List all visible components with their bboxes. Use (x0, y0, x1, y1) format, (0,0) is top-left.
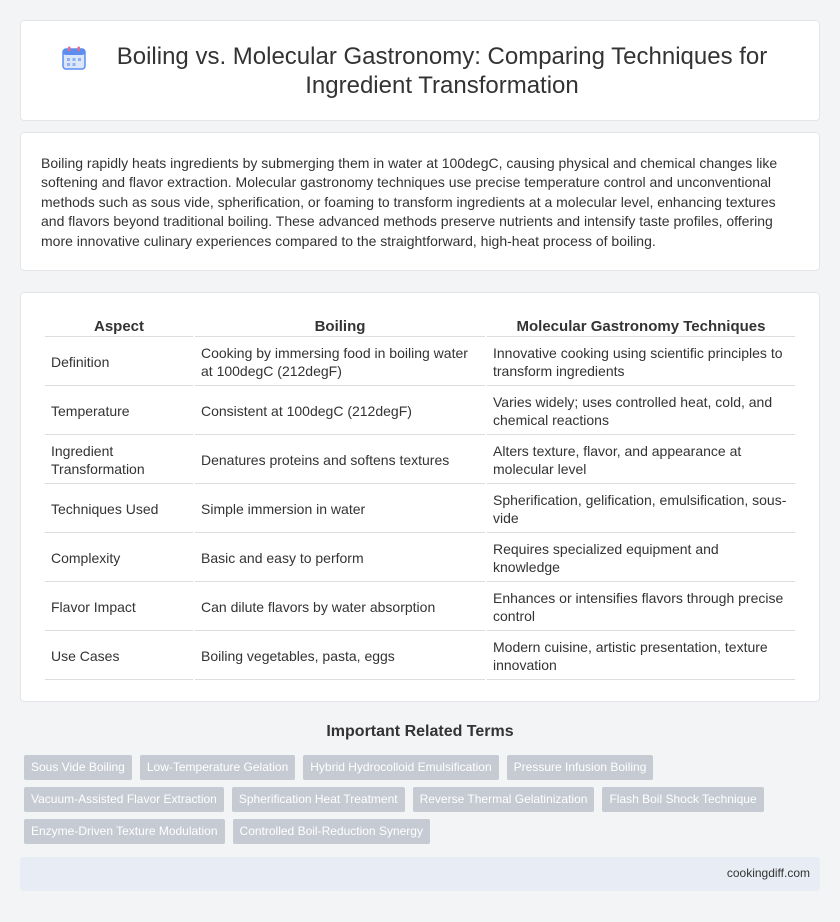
table-cell-molecular: Spherification, gelification, emulsification, sous-vide (487, 486, 795, 533)
table-cell-boiling: Cooking by immersing food in boiling water at 100degC (212degF) (195, 339, 485, 386)
page-title: Boiling vs. Molecular Gastronomy: Comparing Techniques for Ingredient Transformation (116, 42, 768, 99)
table-cell-molecular: Modern cuisine, artistic presentation, texture innovation (487, 633, 795, 680)
title-card (20, 20, 820, 121)
table-cell-aspect: Temperature (45, 388, 193, 435)
table-row (45, 535, 795, 582)
related-term-tag[interactable]: Vacuum-Assisted Flavor Extraction (24, 787, 224, 812)
comparison-table-card (20, 292, 820, 702)
table-cell-boiling: Can dilute flavors by water absorption (195, 584, 485, 631)
table-cell-aspect: Complexity (45, 535, 193, 582)
related-term-tag[interactable]: Spherification Heat Treatment (232, 787, 405, 812)
header-aspect: Aspect (45, 315, 193, 337)
table-cell-boiling: Denatures proteins and softens textures (195, 437, 485, 484)
table-cell-molecular: Enhances or intensifies flavors through precise control (487, 584, 795, 631)
table-cell-boiling: Basic and easy to perform (195, 535, 485, 582)
table-row (45, 486, 795, 533)
comparison-table (43, 313, 797, 682)
table-cell-aspect: Use Cases (45, 633, 193, 680)
header-boiling: Boiling (195, 315, 485, 337)
related-term-tag[interactable]: Low-Temperature Gelation (140, 755, 295, 780)
table-row (45, 388, 795, 435)
intro-card (20, 132, 820, 271)
calendar-icon (61, 45, 87, 71)
table-row (45, 584, 795, 631)
title-wrap (21, 42, 819, 100)
related-term-tag[interactable]: Enzyme-Driven Texture Modulation (24, 819, 225, 844)
footer-site-link[interactable]: cookingdiff.com (726, 866, 810, 880)
table-row (45, 437, 795, 484)
table-cell-boiling: Simple immersion in water (195, 486, 485, 533)
related-term-tag[interactable]: Reverse Thermal Gelatinization (413, 787, 595, 812)
related-term-tag[interactable]: Pressure Infusion Boiling (507, 755, 654, 780)
table-cell-molecular: Requires specialized equipment and knowledge (487, 535, 795, 582)
table-cell-boiling: Consistent at 100degC (212degF) (195, 388, 485, 435)
table-cell-aspect: Definition (45, 339, 193, 386)
related-terms-heading: Important Related Terms (326, 723, 514, 740)
related-term-tag[interactable]: Flash Boil Shock Technique (602, 787, 763, 812)
table-row (45, 339, 795, 386)
related-term-tag[interactable]: Controlled Boil-Reduction Synergy (233, 819, 430, 844)
related-terms-list (24, 755, 814, 851)
table-cell-boiling: Boiling vegetables, pasta, eggs (195, 633, 485, 680)
table-cell-aspect: Techniques Used (45, 486, 193, 533)
table-cell-molecular: Alters texture, flavor, and appearance at molecular level (487, 437, 795, 484)
table-cell-aspect: Ingredient Transformation (45, 437, 193, 484)
table-header-row (45, 315, 795, 337)
table-row (45, 633, 795, 680)
related-term-tag[interactable]: Hybrid Hydrocolloid Emulsification (303, 755, 498, 780)
table-cell-molecular: Varies widely; uses controlled heat, cold, and chemical reactions (487, 388, 795, 435)
table-cell-molecular: Innovative cooking using scientific principles to transform ingredients (487, 339, 795, 386)
header-molecular: Molecular Gastronomy Techniques (487, 315, 795, 337)
intro-paragraph: Boiling rapidly heats ingredients by submerging them in water at 100degC, causing physical and chemical changes like softening and flavor extraction. Molecular gastronomy techniques use precise temperature control and unconventional methods such as sous vide, spherification, or foaming to transform ingredients at a molecular level, enhancing textures and flavors beyond traditional boiling. These advanced methods preserve nutrients and intensify taste profiles, offering more innovative culinary experiences compared to the straightforward, high-heat process of boiling. (41, 155, 778, 249)
table-cell-aspect: Flavor Impact (45, 584, 193, 631)
footer (20, 857, 820, 891)
related-term-tag[interactable]: Sous Vide Boiling (24, 755, 132, 780)
